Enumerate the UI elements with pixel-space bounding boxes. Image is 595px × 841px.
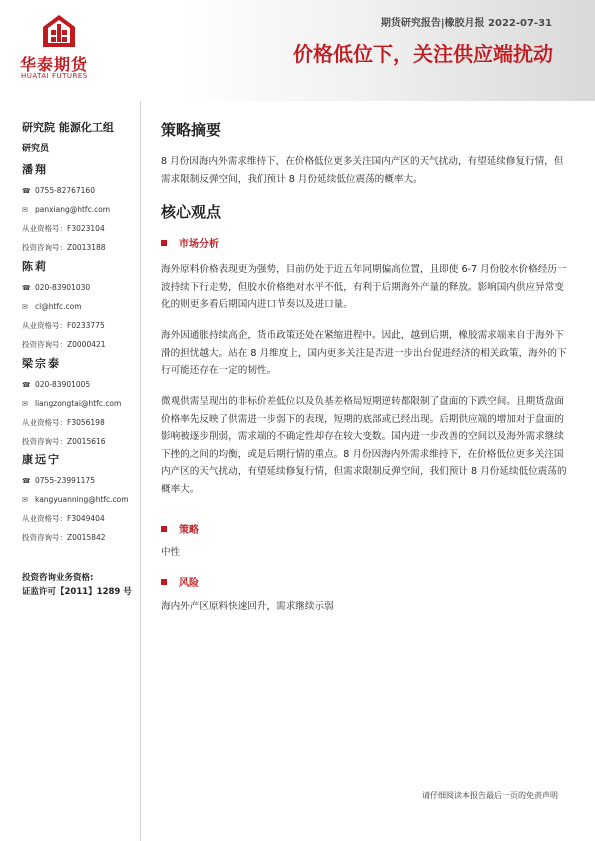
phone-icon: ☎	[22, 476, 31, 485]
analyst-phone: 020-83901005	[35, 379, 91, 389]
analyst-card	[22, 451, 140, 547]
phone-icon: ☎	[22, 380, 31, 389]
license-number: 证监许可【2011】1289 号	[22, 587, 132, 597]
logo-chinese-name: 华泰期货	[20, 55, 89, 74]
risk-text: 海内外产区原料快速回升，需求继续示弱	[161, 601, 334, 612]
license-info	[22, 571, 132, 599]
email-icon: ✉	[22, 302, 28, 311]
strategy-heading	[161, 521, 199, 536]
risk-heading	[161, 574, 199, 589]
huatai-logo-icon	[42, 14, 76, 48]
analyst-license: 从业资格号：F3049404	[22, 513, 105, 523]
analyst-card	[22, 258, 140, 354]
disclaimer-note: 请仔细阅读本报告最后一页的免责声明	[422, 791, 558, 800]
email-icon: ✉	[22, 495, 28, 504]
bullet-square-icon	[161, 526, 167, 532]
analyst-card	[22, 161, 140, 257]
market-paragraph: 微观供需呈现出的非标价差低位以及负基差格局短期逆转都限制了盘面的下跌空间。且期货盘面价格率先反映了供需进一步弱下的表现，短期的底部或已经出现。后期供应端的增加对于盘面的影响被逐步削弱，需求端的不确定性却存在较大变数。国内进一步改善的空间以及海外需求继续下挫的之间的均衡，或是后期行情的重点。8 月份因海内外需求维持下，在价格低位更多关注国内产区的天气扰动，有望延续修复行情，但需求限制反弹空间，我们预计 8 月份延续低位震荡的概率大。	[161, 396, 567, 495]
core-heading: 核心观点	[161, 203, 222, 221]
analyst-email[interactable]: cl@htfc.com	[35, 301, 82, 311]
analyst-card	[22, 355, 140, 451]
phone-icon: ☎	[22, 283, 31, 292]
analyst-email[interactable]: liangzongtai@htfc.com	[35, 398, 122, 408]
analyst-name: 康远宁	[22, 453, 61, 466]
market-paragraph: 海外原料价格表现更为强势，目前仍处于近五年同期偏高位置，且即使 6-7 月份胶水价格经历一波持续下行走势，但胶水价格绝对水平不低，有利于后期海外产量的释放。影响国内供应异常变化的则更多看后期国内进口节奏以及进口量。	[161, 264, 567, 310]
analyst-license: 从业资格号：F0233775	[22, 320, 105, 330]
analyst-phone: 0755-82767160	[35, 185, 95, 195]
license-line: 投资咨询业务资格:	[22, 573, 94, 583]
analyst-advisor-id: 投资咨询号：Z0000421	[22, 339, 106, 349]
analyst-phone: 020-83901030	[35, 282, 91, 292]
analyst-advisor-id: 投资咨询号：Z0013188	[22, 242, 106, 252]
bullet-square-icon	[161, 240, 167, 246]
analyst-sidebar	[0, 101, 141, 841]
analyst-advisor-id: 投资咨询号：Z0015616	[22, 436, 106, 446]
logo-english-name: HUATAI FUTURES	[21, 72, 88, 80]
department-label: 研究院 能源化工组	[22, 121, 114, 134]
analyst-advisor-id: 投资咨询号：Z0015842	[22, 532, 106, 542]
market-analysis-heading	[161, 235, 219, 250]
analyst-email[interactable]: panxiang@htfc.com	[35, 204, 111, 214]
bullet-square-icon	[161, 579, 167, 585]
summary-heading: 策略摘要	[161, 121, 222, 139]
analyst-name: 梁宗泰	[22, 357, 61, 370]
risk-label: 风险	[179, 578, 199, 589]
market-analysis-label: 市场分析	[179, 239, 219, 250]
strategy-label: 策略	[179, 525, 199, 536]
report-header	[0, 0, 595, 101]
market-paragraph: 海外因通胀持续高企，货币政策还处在紧缩进程中。因此，越到后期，橡胶需求端来自于海外下滑的担忧越大。站在 8 月维度上，国内更多关注是否进一步出台促进经济的相关政策，海外的下行可能还存在一定的韧性。	[161, 330, 567, 376]
analyst-email[interactable]: kangyuanning@htfc.com	[35, 494, 129, 504]
analyst-license: 从业资格号：F3056198	[22, 417, 105, 427]
email-icon: ✉	[22, 205, 28, 214]
role-label: 研究员	[22, 144, 50, 154]
phone-icon: ☎	[22, 186, 31, 195]
summary-text: 8 月份因海内外需求维持下，在价格低位更多关注国内产区的天气扰动，有望延续修复行情，但需求限制反弹空间，我们预计 8 月份延续低位震荡的概率大。	[161, 156, 564, 185]
strategy-text: 中性	[161, 547, 181, 558]
analyst-name: 潘翔	[22, 163, 48, 176]
email-icon: ✉	[22, 399, 28, 408]
report-title: 价格低位下，关注供应端扰动	[293, 42, 553, 66]
report-meta: 期货研究报告|橡胶月报 2022-07-31	[380, 18, 552, 29]
analyst-license: 从业资格号：F3023104	[22, 223, 105, 233]
analyst-name: 陈莉	[22, 260, 48, 273]
analyst-phone: 0755-23991175	[35, 475, 95, 485]
